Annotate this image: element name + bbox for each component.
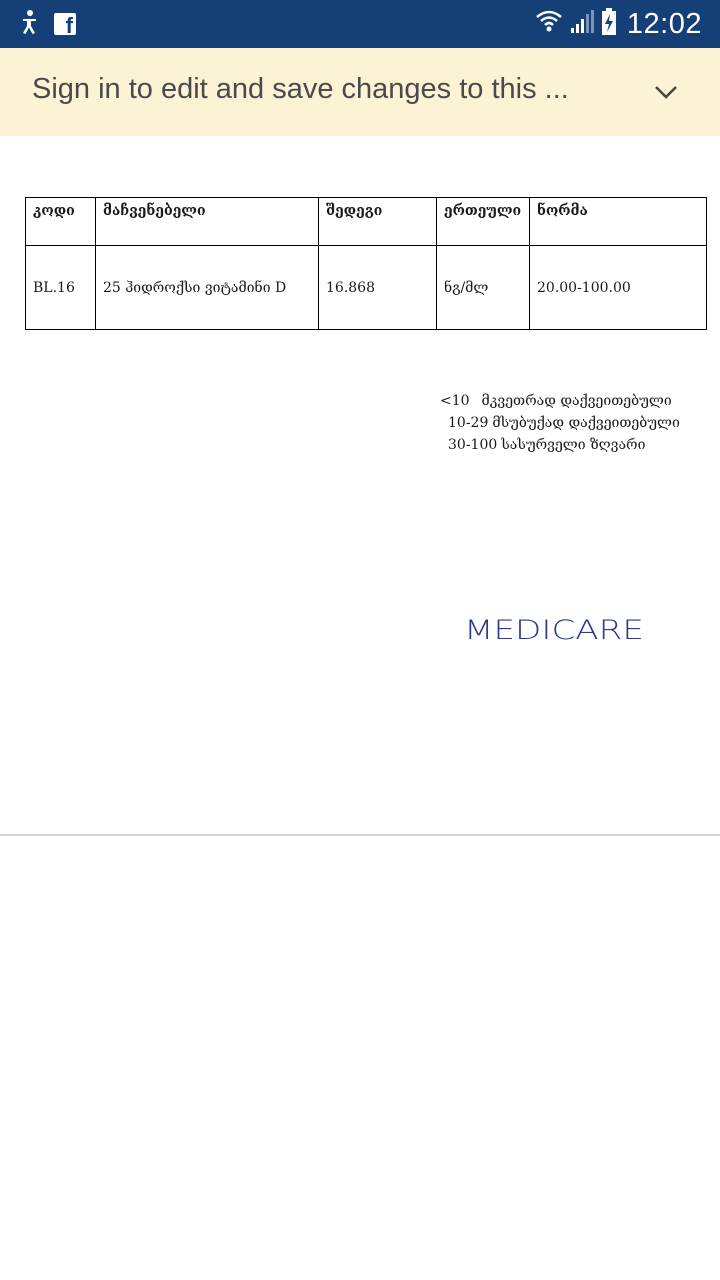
table-row <box>26 246 707 330</box>
legend-label: მკვეთრად დაქვეითებული <box>481 393 672 409</box>
header-indicator: მაჩვენებელი <box>96 198 319 246</box>
cell-indicator: 25 ჰიდროქსი ვიტამინი D <box>96 246 319 330</box>
reference-legend <box>440 390 680 456</box>
accessibility-icon <box>18 9 40 40</box>
status-bar <box>0 0 720 48</box>
legend-range: 10-29 <box>448 415 489 431</box>
legend-item <box>440 434 680 456</box>
header-code: კოდი <box>26 198 96 246</box>
facebook-icon: f <box>54 13 76 35</box>
header-norm: ნორმა <box>530 198 707 246</box>
signin-banner-text: Sign in to edit and save changes to this ... <box>32 73 569 105</box>
logo-text: MEDICARE <box>464 616 644 642</box>
legend-label: სასურველი ზღვარი <box>501 437 646 453</box>
legend-range: 30-100 <box>448 437 498 453</box>
signal-icon <box>569 9 595 40</box>
results-table <box>25 197 707 330</box>
legend-item <box>440 390 680 412</box>
table-header-row <box>26 198 707 246</box>
status-bar-right <box>535 0 702 48</box>
cell-code: BL.16 <box>26 246 96 330</box>
wifi-icon <box>535 9 563 40</box>
battery-charging-icon <box>601 8 617 41</box>
document-page <box>0 136 720 834</box>
page-divider <box>0 834 720 836</box>
legend-label: მსუბუქად დაქვეითებული <box>492 415 680 431</box>
legend-item <box>440 412 680 434</box>
cell-norm: 20.00-100.00 <box>530 246 707 330</box>
cell-result: 16.868 <box>319 246 437 330</box>
status-bar-left <box>18 8 76 40</box>
signin-banner[interactable] <box>0 48 720 136</box>
status-time: 12:02 <box>626 7 702 40</box>
header-result: შედეგი <box>319 198 437 246</box>
chevron-down-icon[interactable] <box>652 78 680 106</box>
medicare-logo <box>464 616 644 642</box>
header-unit: ერთეული <box>437 198 530 246</box>
cell-unit: ნგ/მლ <box>437 246 530 330</box>
legend-range: <10 <box>440 393 470 409</box>
